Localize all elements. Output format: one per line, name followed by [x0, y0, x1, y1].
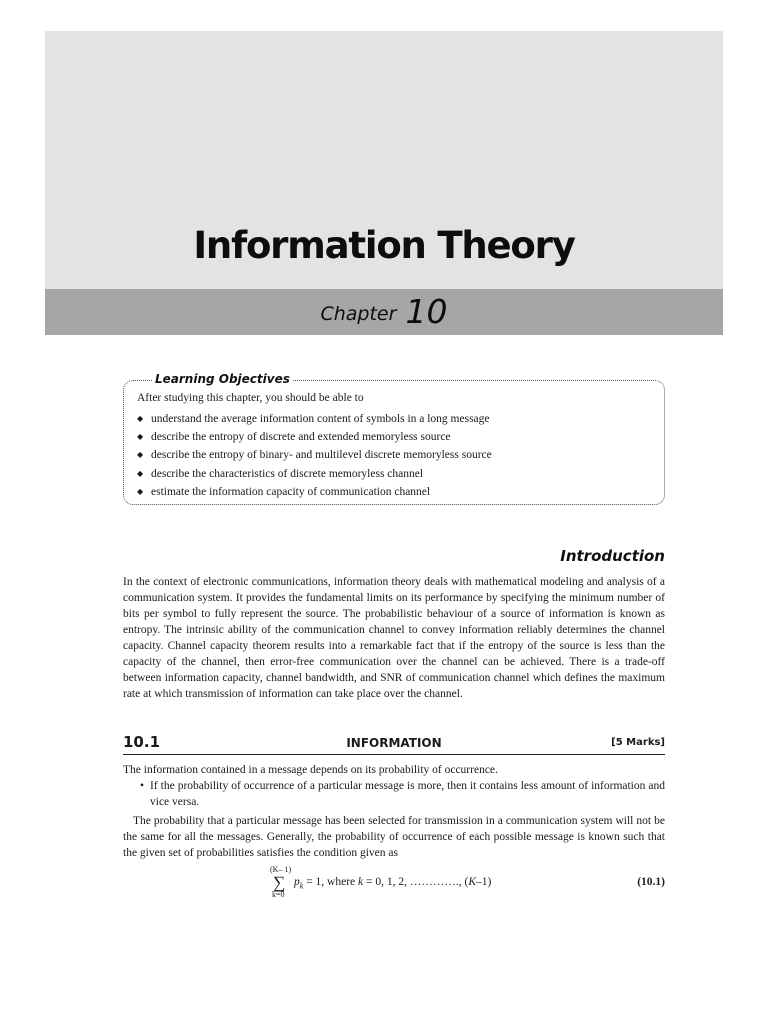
diamond-bullet-icon: ◆	[137, 468, 144, 478]
summation-sign: ∑	[273, 873, 286, 892]
chapter-label	[45, 292, 723, 331]
diamond-bullet-icon: ◆	[137, 432, 144, 442]
chapter-number: 10	[405, 292, 448, 331]
objective-text: describe the entropy of discrete and extended memoryless source	[151, 431, 451, 444]
learning-objectives-intro: After studying this chapter, you should be able to	[137, 392, 364, 404]
objective-text: describe the entropy of binary- and multilevel discrete memoryless source	[151, 449, 492, 462]
list-item	[137, 446, 492, 464]
chapter-number-band	[45, 289, 723, 335]
introduction-paragraph: In the context of electronic communications, information theory deals with mathematical modeling and analysis of a communication system. It provides the fundamental limits on its performance by specifying the minimum number of bits per symbol to fully represent the source. The probabilistic behaviour of a source of information is known as entropy. The intrinsic ability of the communication channel to convey information reliably determines the channel capacity. Channel capacity theorem results into a remarkable fact that if the entropy of the source is less than the capacity of the channel, then error-free communication over the channel can be achieved. There is a trade-off between information capacity, channel bandwidth, and SNR of communication channel which defines the maximum rate at which transmission of information can take place over the channel.	[123, 576, 665, 700]
sum-lower-limit: k=0	[272, 890, 285, 899]
section-title: INFORMATION	[346, 736, 442, 750]
diamond-bullet-icon: ◆	[137, 414, 144, 423]
list-item	[137, 465, 492, 483]
equation-number: (10.1)	[637, 876, 665, 888]
bullet-dot-icon: •	[140, 780, 145, 792]
diamond-bullet-icon: ◆	[137, 450, 144, 460]
chapter-word: Chapter	[320, 303, 397, 325]
section-divider	[123, 754, 665, 755]
equation-body: $p_k = 1$, where k = 0, 1, 2, …………., (K–1)	[294, 876, 492, 891]
section-number: 10.1	[123, 733, 161, 751]
learning-objectives-heading: Learning Objectives	[152, 372, 293, 386]
section-bullet-text: If the probability of occurrence of a particular message is more, then it contains less amount of information and vice versa.	[150, 780, 665, 808]
list-item	[137, 410, 492, 428]
list-item	[137, 483, 492, 501]
chapter-title: Information Theory	[193, 224, 575, 267]
objective-text: understand the average information content of symbols in a long message	[151, 413, 490, 425]
section-paragraph-1: The information contained in a message depends on its probability of occurrence.	[123, 764, 498, 776]
introduction-heading: Introduction	[560, 547, 665, 565]
diamond-bullet-icon: ◆	[137, 486, 144, 496]
equation-10-1	[268, 865, 668, 905]
learning-objectives-list	[137, 410, 492, 501]
section-bullet-item	[140, 778, 665, 810]
sum-upper-limit: (K– 1)	[270, 865, 292, 874]
section-marks: [5 Marks]	[611, 737, 665, 748]
section-paragraph-2: The probability that a particular message has been selected for transmission in a communication system will not be the same for all the messages. Generally, the probability of occurrence of each possible message is known such that the given set of probabilities satisfies the condition given as	[123, 815, 665, 859]
objective-text: estimate the information capacity of communication channel	[151, 485, 431, 498]
objective-text: describe the characteristics of discrete memoryless channel	[151, 467, 424, 480]
list-item	[137, 428, 492, 446]
